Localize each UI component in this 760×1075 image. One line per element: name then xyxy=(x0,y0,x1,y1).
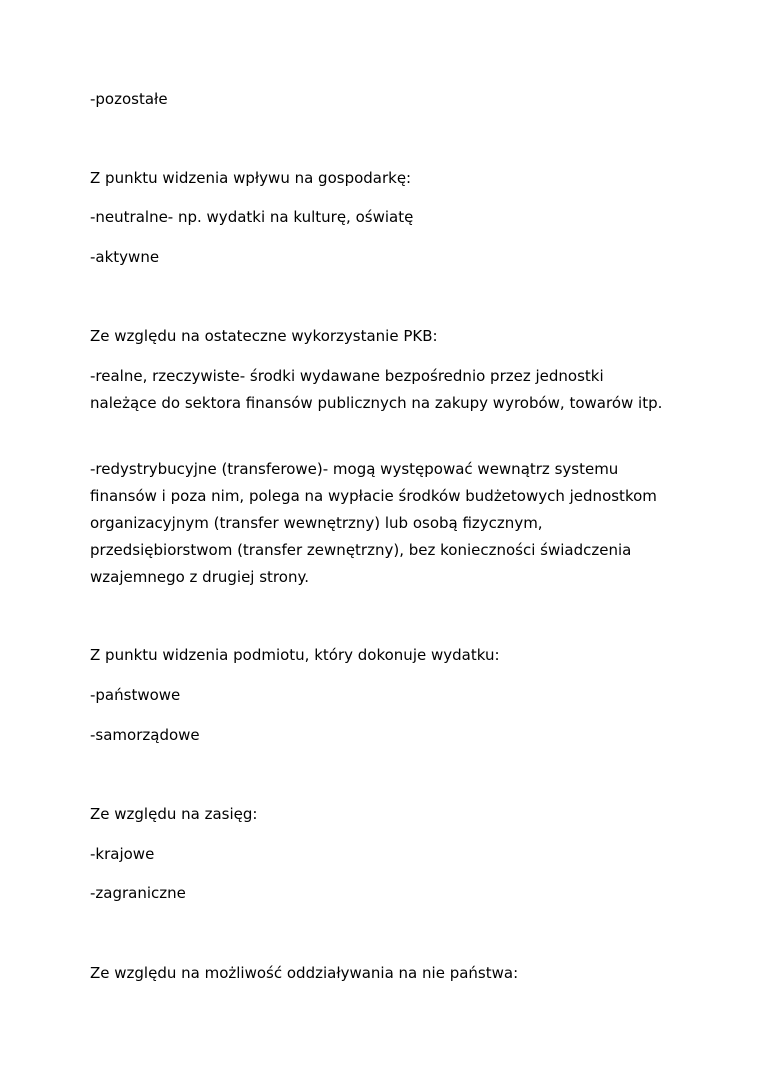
list-item-neutral: -neutralne- np. wydatki na kulturę, oświatę xyxy=(90,208,414,226)
list-item-active: -aktywne xyxy=(90,248,160,266)
list-item-redistributive: -redystrybucyjne (transferowe)- mogą występować wewnątrz systemu finansów i poza nim, polega na wypłacie środków budżetowych jednostkom organizacyjnym (transfer wewnętrzny) lub osobą fizycznym, przedsiębiorstwom (transfer zewnętrzny), bez konieczności świadczenia wzajemnego z drugiej strony. xyxy=(90,460,657,586)
list-item-real: -realne, rzeczywiste- środki wydawane bezpośrednio przez jednostki należące do sektora finansów publicznych na zakupy wyrobów, towarów itp. xyxy=(90,367,663,412)
heading-entity: Z punktu widzenia podmiotu, który dokonuje wydatku: xyxy=(90,646,500,664)
list-item-foreign: -zagraniczne xyxy=(90,884,186,902)
list-item-pozostale: -pozostałe xyxy=(90,90,168,108)
list-item-state: -państwowe xyxy=(90,686,181,704)
heading-scope: Ze względu na zasięg: xyxy=(90,805,258,823)
heading-gdp-usage: Ze względu na ostateczne wykorzystanie PKB: xyxy=(90,327,438,345)
list-item-local-government: -samorządowe xyxy=(90,726,200,744)
heading-impact-on-economy: Z punktu widzenia wpływu na gospodarkę: xyxy=(90,169,412,187)
list-item-domestic: -krajowe xyxy=(90,845,155,863)
heading-state-influence: Ze względu na możliwość oddziaływania na nie państwa: xyxy=(90,964,519,982)
